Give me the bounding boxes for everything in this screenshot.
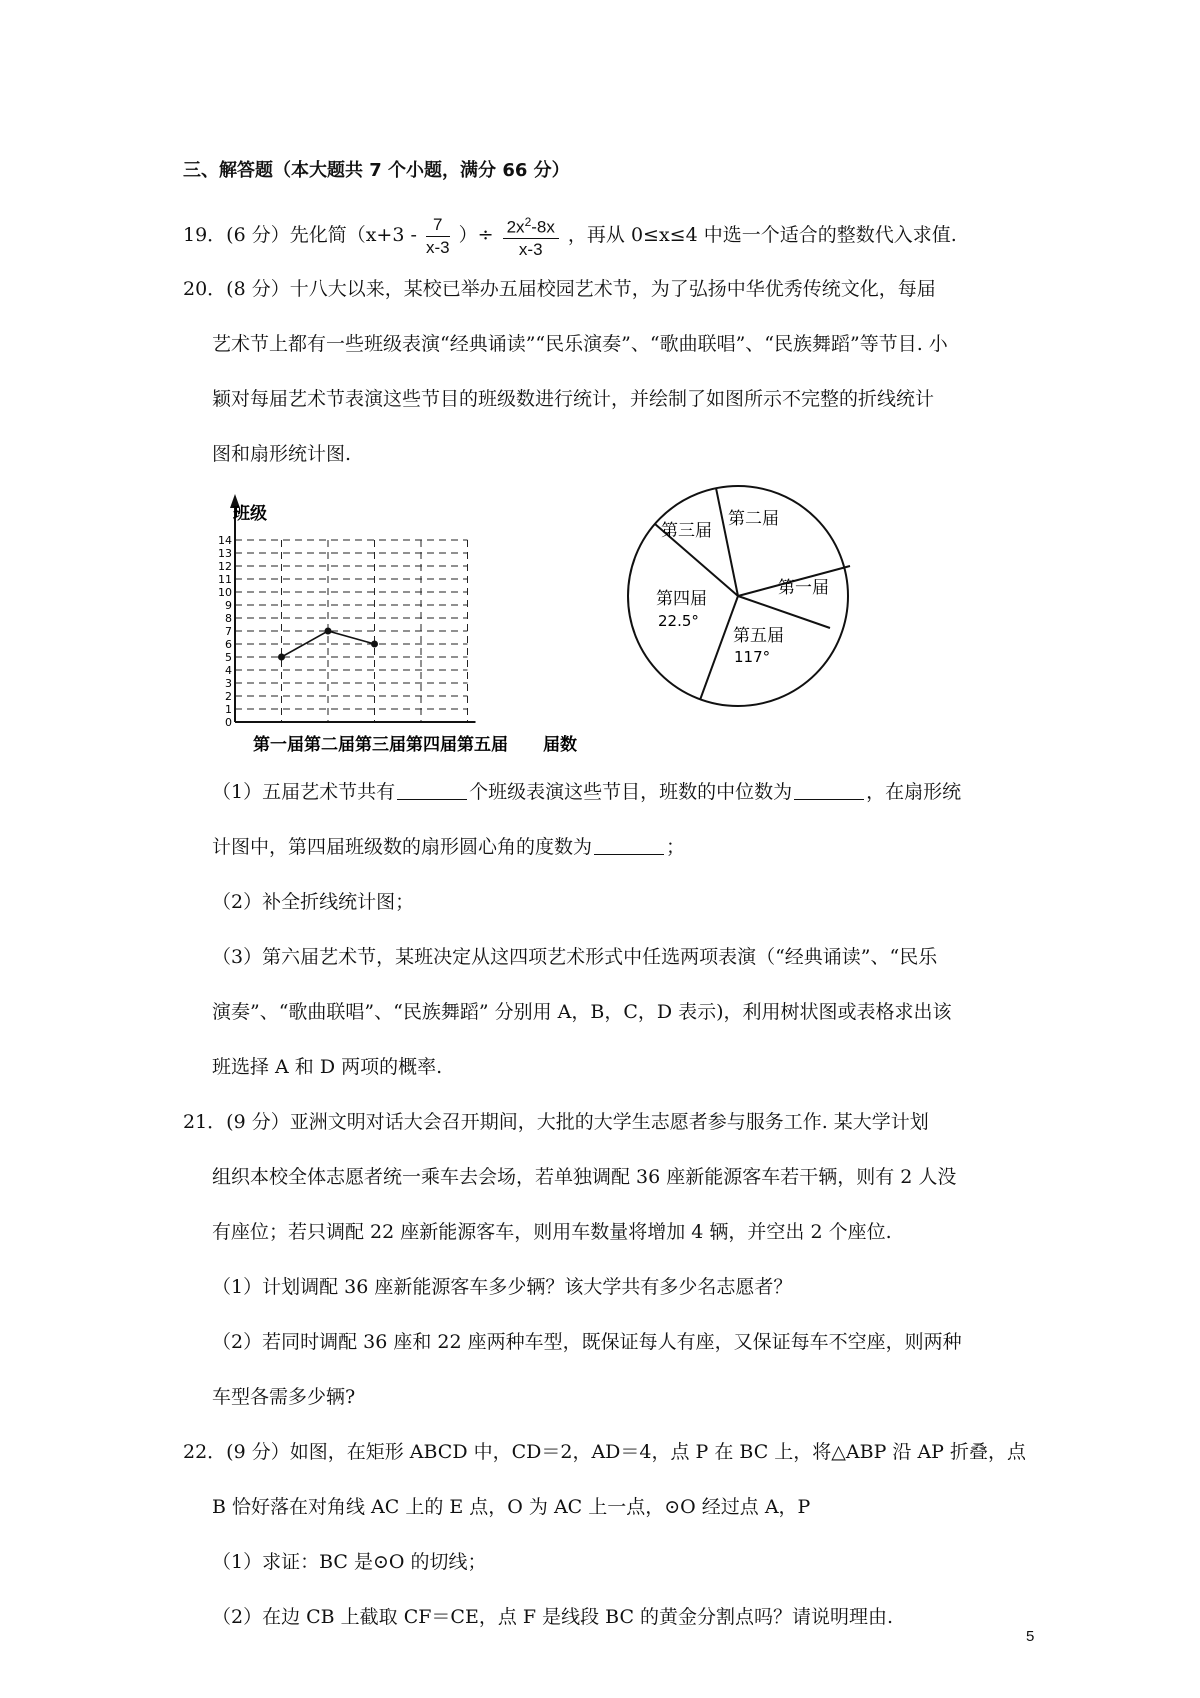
y-tick-label: 1 xyxy=(225,703,232,716)
question-19 xyxy=(183,210,957,261)
q19-fraction-1 xyxy=(426,214,450,259)
q20-line-4: 图和扇形统计图. xyxy=(212,443,352,465)
q19-suffix: ，再从 0≤x≤4 中选一个适合的整数代入求值. xyxy=(567,224,957,246)
chart-series xyxy=(278,628,378,661)
q22-sub1: （1）求证：BC 是⊙O 的切线； xyxy=(212,1551,487,1573)
chart-x-axis-label: 届数 xyxy=(543,735,577,755)
q20-line-2: 艺术节上都有一些班级表演“经典诵读”“民乐演奏”、“歌曲联唱”、“民族舞蹈”等节目. 小 xyxy=(212,333,948,355)
pie-slice-divider xyxy=(700,596,738,700)
y-tick-label: 6 xyxy=(225,638,232,651)
q22-line-1: 22．(9 分）如图，在矩形 ABCD 中，CD＝2，AD＝4，点 P 在 BC 上，将△ABP 沿 AP 折叠，点 xyxy=(183,1441,1027,1463)
q19-frac2-num-b: -8x xyxy=(531,217,555,237)
q20-sub3-line-3: 班选择 A 和 D 两项的概率. xyxy=(212,1056,443,1078)
q19-frac1-denominator: x-3 xyxy=(425,237,450,257)
q21-sub1: （1）计划调配 36 座新能源客车多少辆？该大学共有多少名志愿者？ xyxy=(212,1276,793,1298)
y-tick-label: 0 xyxy=(225,716,232,729)
q20-sub1-a: （1）五届艺术节共有 xyxy=(212,781,396,803)
pie-label-second: 第二届 xyxy=(728,509,779,529)
y-tick-label: 4 xyxy=(225,664,232,677)
pie-chart xyxy=(620,468,860,718)
q20-sub1-line-2 xyxy=(212,834,685,860)
pie-label-fourth: 第四届 xyxy=(656,589,707,609)
q20-sub3-line-1: （3）第六届艺术节，某班决定从这四项艺术形式中任选两项表演（“经典诵读”、“民乐 xyxy=(212,946,938,968)
page-number: 5 xyxy=(1026,1628,1035,1645)
q20-sub1-c: ，在扇形统 xyxy=(866,781,962,803)
pie-label-third: 第三届 xyxy=(661,521,712,541)
y-tick-label: 10 xyxy=(218,586,232,599)
chart-y-ticks xyxy=(218,534,232,729)
q21-sub2-line-1: （2）若同时调配 36 座和 22 座两种车型，既保证每人有座，又保证每车不空座，则两种 xyxy=(212,1331,962,1353)
q19-frac2-denominator: x-3 xyxy=(518,240,543,260)
q19-mid: ）÷ xyxy=(458,224,494,246)
answer-blank-angle xyxy=(594,834,664,855)
q19-frac1-numerator: 7 xyxy=(426,214,450,237)
y-tick-label: 5 xyxy=(225,651,232,664)
q20-sub2: （2）补全折线统计图； xyxy=(212,891,415,913)
q21-line-2: 组织本校全体志愿者统一乘车去会场，若单独调配 36 座新能源客车若干辆，则有 2 人没 xyxy=(212,1166,957,1188)
y-tick-label: 11 xyxy=(218,573,232,586)
pie-label-fifth: 第五届 xyxy=(733,626,784,646)
q21-sub2-line-2: 车型各需多少辆? xyxy=(212,1386,356,1408)
q21-line-1: 21．(9 分）亚洲文明对话大会召开期间，大批的大学生志愿者参与服务工作. 某大学计划 xyxy=(183,1111,929,1133)
y-tick-label: 2 xyxy=(225,690,232,703)
chart-axes xyxy=(230,494,476,722)
chart-grid xyxy=(235,540,468,722)
q21-line-3: 有座位；若只调配 22 座新能源客车，则用车数量将增加 4 辆，并空出 2 个座位. xyxy=(212,1221,892,1243)
line-chart xyxy=(205,488,605,758)
pie-slice-divider xyxy=(738,596,830,628)
y-tick-label: 9 xyxy=(225,599,232,612)
pie-label-first: 第一届 xyxy=(778,578,829,598)
pie-angle-fifth: 117° xyxy=(734,648,771,666)
q19-frac2-exponent: 2 xyxy=(524,214,532,229)
y-tick-label: 3 xyxy=(225,677,232,690)
q20-line-1: 20．(8 分）十八大以来，某校已举办五届校园艺术节，为了弘扬中华优秀传统文化，每届 xyxy=(183,278,936,300)
chart-y-axis-label: 班级 xyxy=(233,504,267,524)
q22-sub2: （2）在边 CB 上截取 CF＝CE，点 F 是线段 BC 的黄金分割点吗？请说明理由. xyxy=(212,1606,894,1628)
pie-angle-fourth: 22.5° xyxy=(658,612,699,630)
data-point xyxy=(371,641,378,648)
section-title: 三、解答题（本大题共 7 个小题，满分 66 分） xyxy=(183,160,570,181)
data-point xyxy=(278,654,285,661)
q20-sub1-line-1 xyxy=(212,779,961,805)
q19-frac2-numerator xyxy=(503,211,559,240)
y-tick-label: 8 xyxy=(225,612,232,625)
q20-sub1-e: ； xyxy=(666,836,686,858)
answer-blank-median xyxy=(794,779,864,800)
q20-sub3-line-2: 演奏”、“歌曲联唱”、“民族舞蹈” 分别用 A，B，C，D 表示)，利用树状图或表格求出该 xyxy=(212,1001,952,1023)
answer-blank-total xyxy=(397,779,467,800)
y-tick-label: 7 xyxy=(225,625,232,638)
q20-line-3: 颖对每届艺术节表演这些节目的班级数进行统计，并绘制了如图所示不完整的折线统计 xyxy=(212,388,935,410)
q19-fraction-2 xyxy=(503,211,559,262)
data-point xyxy=(325,628,332,635)
q22-line-2: B 恰好落在对角线 AC 上的 E 点，O 为 AC 上一点，⊙O 经过点 A，P xyxy=(212,1496,811,1518)
chart-x-tick-labels: 第一届第二届第三届第四届第五届 xyxy=(253,735,508,755)
q20-sub1-d: 计图中，第四届班级数的扇形圆心角的度数为 xyxy=(212,836,593,858)
q20-sub1-b: 个班级表演这些节目，班数的中位数为 xyxy=(469,781,793,803)
y-tick-label: 14 xyxy=(218,534,232,547)
y-tick-label: 12 xyxy=(218,560,232,573)
q19-prefix: 19．(6 分）先化简（x+3 - xyxy=(183,224,417,246)
y-tick-label: 13 xyxy=(218,547,232,560)
q19-frac2-num-a: 2x xyxy=(506,217,525,237)
